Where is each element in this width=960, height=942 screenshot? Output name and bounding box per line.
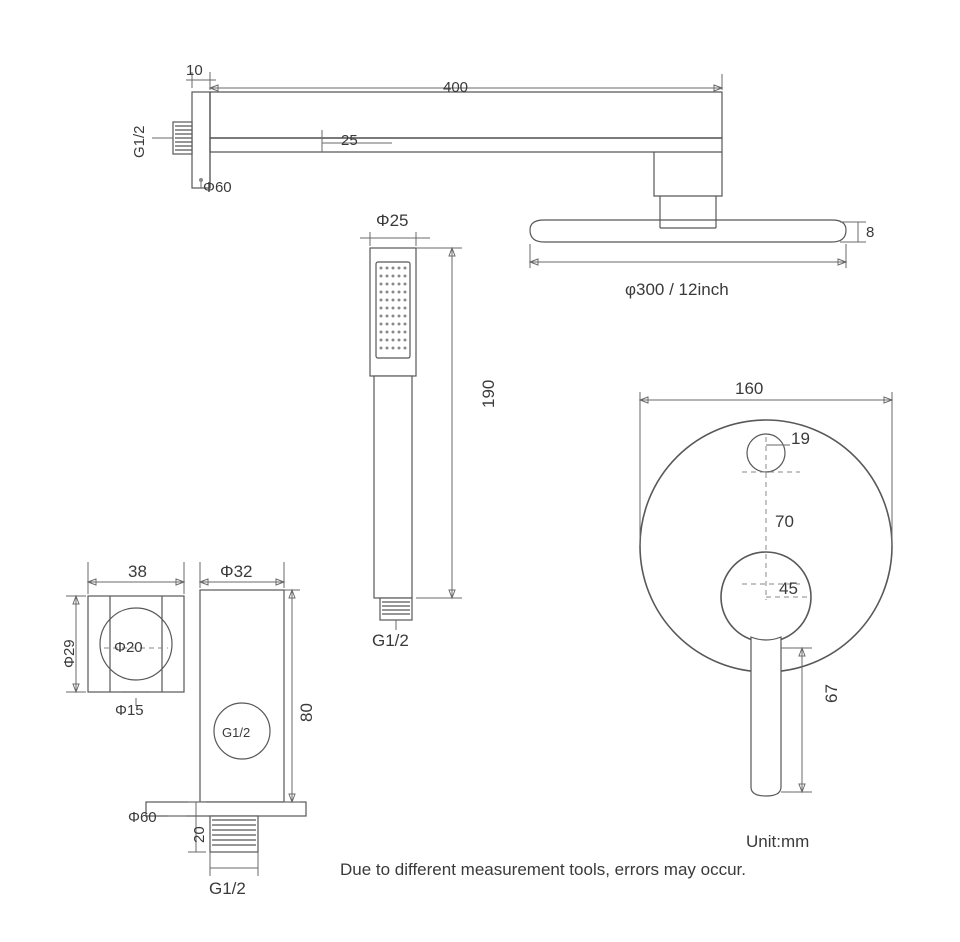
- label-valve-diameter: 160: [735, 379, 764, 398]
- label-arm-inner: 25: [341, 132, 358, 149]
- label-valve-button: 19: [791, 429, 810, 448]
- tolerance-note: Due to different measurement tools, errors may occur.: [340, 860, 746, 879]
- label-head-thickness: 8: [866, 224, 875, 241]
- label-holder-gap: Φ15: [115, 702, 144, 719]
- label-hand-diameter: Φ25: [376, 211, 409, 230]
- label-hand-thread: G1/2: [372, 631, 409, 650]
- label-hand-length: 190: [479, 379, 498, 408]
- label-arm-thread: G1/2: [131, 125, 148, 158]
- label-base-flange: Φ60: [128, 809, 157, 826]
- label-arm-thickness: 10: [186, 62, 203, 79]
- label-holder-width: 38: [128, 562, 147, 581]
- label-holder-bore: Φ20: [114, 639, 143, 656]
- label-head-diameter: φ300 / 12inch: [625, 280, 729, 299]
- label-valve-button-offset: 70: [775, 512, 794, 531]
- label-outlet-port: G1/2: [222, 725, 251, 740]
- label-base-height: 20: [191, 826, 208, 843]
- label-base-thread: G1/2: [209, 879, 246, 898]
- label-arm-flange: Φ60: [203, 179, 232, 196]
- label-body-width: Φ32: [220, 562, 253, 581]
- label-valve-lever: 67: [822, 684, 841, 703]
- label-body-height: 80: [297, 703, 316, 722]
- label-holder-height: Φ29: [61, 639, 78, 668]
- label-arm-length: 400: [443, 79, 469, 96]
- label-valve-knob: 45: [779, 579, 798, 598]
- unit-note: Unit:mm: [746, 832, 810, 851]
